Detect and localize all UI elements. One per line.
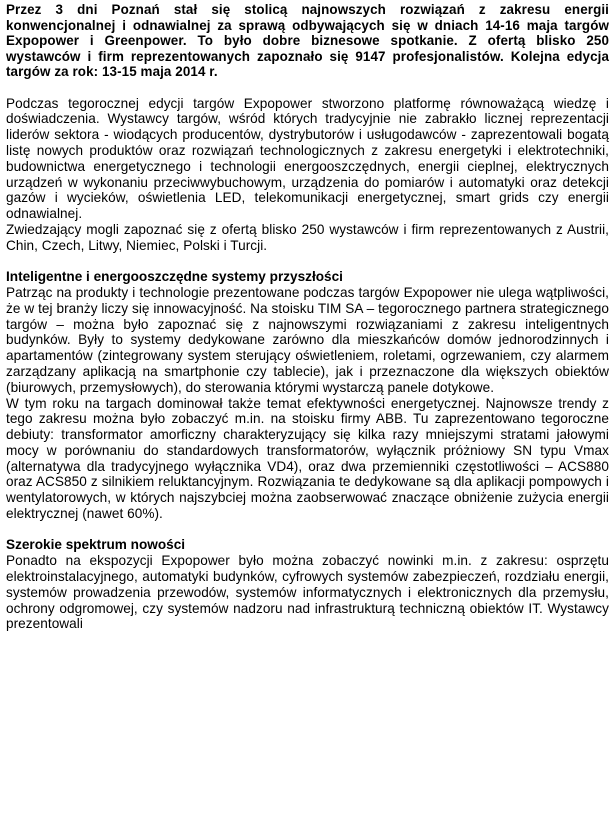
section-heading-novelties: Szerokie spektrum nowości <box>6 537 186 553</box>
paragraph-spacer <box>6 254 609 270</box>
intro-paragraph-2: Zwiedzający mogli zapoznać się z ofertą blisko 250 wystawców i firm reprezentowanych z Austrii, Chin, Czech, Litwy, Niemiec, Polski i Turcji. <box>6 221 609 253</box>
smart-systems-paragraph-2: W tym roku na targach dominował także temat efektywności energetycznej. Najnowsze trendy z tego zakresu można było zobaczyć m.in. na stoisku firmy ABB. Tu zaprezentowano tegoroczne debiuty: transformator amorficzny charakteryzujący się kilka razy mniejszymi stratami jałowymi mocy w porównaniu do standardowych transformatorów, wyłącznik próżniowy SN typu Vmax (alternatywa dla tradycyjnego wyłącznika VD4), oraz dwa przemienniki częstotliwości – ACS880 oraz ACS850 z silnikiem reluktancyjnym. Rozwiązania te dedykowane są dla aplikacji pompowych i wentylatorowych, w których najszybciej można zaobserwować znaczące obniżenie zużycia energii elektrycznej (nawet 60%). <box>6 395 609 522</box>
paragraph-spacer <box>6 522 609 538</box>
paragraph-spacer <box>6 80 609 96</box>
section-heading-smart-systems: Inteligentne i energooszczędne systemy przyszłości <box>6 269 343 285</box>
smart-systems-paragraph-1: Patrząc na produkty i technologie prezentowane podczas targów Expopower nie ulega wątpliwości, że w tej branży liczy się innowacyjność. Na stoisku TIM SA – tegorocznego partnera strategicznego targów – można było zapoznać się z najnowszymi rozwiązaniami z zakresu inteligentnych budynków. Były to systemy dedykowane zarówno dla mieszkańców domów jednorodzinnych i apartamentów (zintegrowany system sterujący oświetleniem, roletami, ogrzewaniem, czy alarmem zarządzany aplikacją na smartphonie czy tablecie), jak i przeznaczone dla większych obiektów (biurowych, przemysłowych), do sterowania którymi wystarczą panele dotykowe. <box>6 284 609 395</box>
novelties-paragraph-1: Ponadto na ekspozycji Expopower było można zobaczyć nowinki m.in. z zakresu: osprzętu elektroinstalacyjnego, automatyki budynków, cyfrowych systemów zabezpieczeń, rozdziału energii, systemów prowadzenia przewodów, systemów informatycznych i elektronicznych dla przemysłu, ochrony odgromowej, czy systemów nadzoru nad infrastrukturą techniczną obiektów IT. Wystawcy prezentowali <box>6 553 609 632</box>
lead-paragraph: Przez 3 dni Poznań stał się stolicą najnowszych rozwiązań z zakresu energii konwencjonalnej i odnawialnej za sprawą odbywających się w dniach 14-16 maja targów Expopower i Greenpower. To było dobre biznesowe spotkanie. Z ofertą blisko 250 wystawców i firm reprezentowanych zapoznało się 9147 profesjonalistów. Kolejna edycja targów za rok: 13-15 maja 2014 r. <box>6 2 609 80</box>
intro-paragraph-1: Podczas tegorocznej edycji targów Expopower stworzono platformę równoważącą wiedzę i doświadczenia. Wystawcy targów, wśród których tradycyjnie nie zabrakło licznej reprezentacji liderów sektora - wiodących producentów, dystrybutorów i usługodawców - zaprezentowali bogatą listę nowych produktów oraz rozwiązań technologicznych z zakresu energetyki i elektrotechniki, budownictwa energetycznego i technologii energooszczędnych, energii cieplnej, elektrycznych urządzeń w wykonaniu przeciwwybuchowym, urządzenia do pomiarów i automatyki oraz detekcji gazów i wycieków, oświetlenia LED, telekomunikacji energetycznej, smart grids czy energii odnawialnej. <box>6 95 609 222</box>
